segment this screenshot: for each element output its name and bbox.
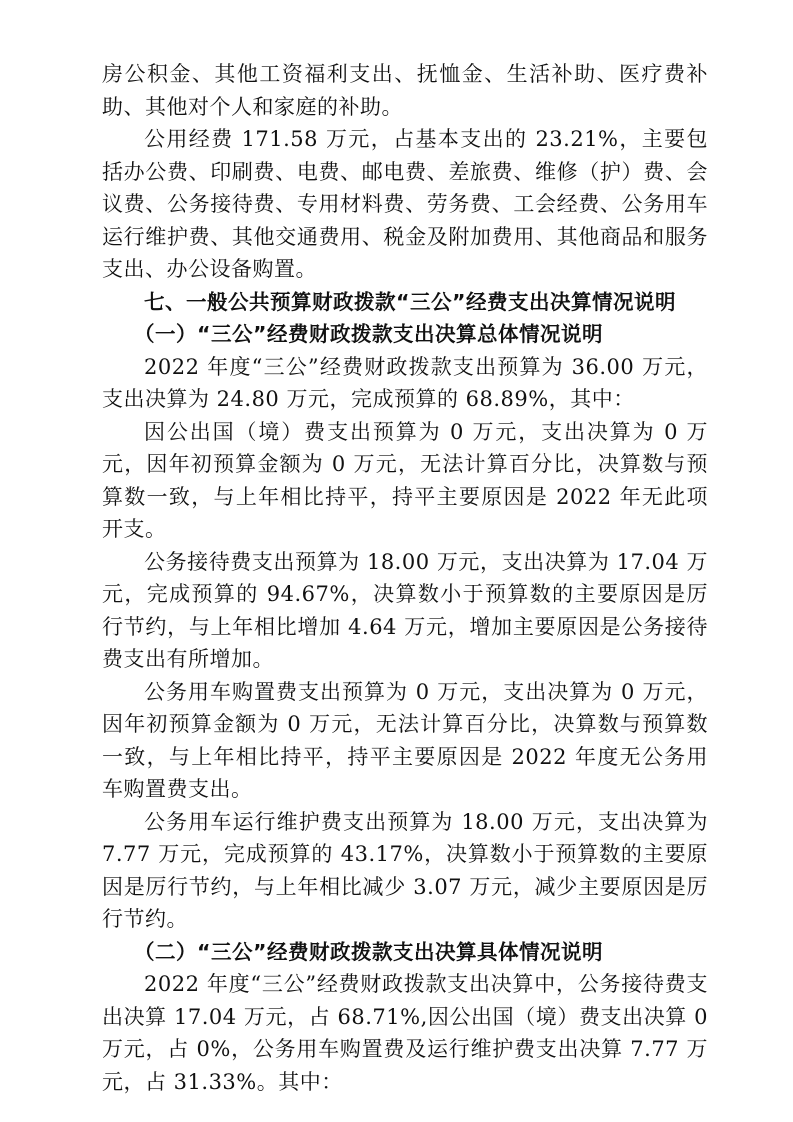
paragraph-official-reception: 公务接待费支出预算为 18.00 万元，支出决算为 17.04 万元，完成预算的 94.67%，决算数小于预算数的主要原因是厉行节约，与上年相比增加 4.64 万元，增加主要原因是公务接待费支出有所增加。 <box>102 549 708 671</box>
subheading-specific-situation: （二）“三公”经费财政拨款支出决算具体情况说明 <box>134 939 603 964</box>
paragraph-vehicle-purchase: 公务用车购置费支出预算为 0 万元，支出决算为 0 万元，因年初预算金额为 0 万元，无法计算百分比，决算数与预算数一致，与上年相比持平，持平主要原因是 2022 年度无公务用车购置费支出。 <box>102 679 708 801</box>
paragraph-personnel-items-continued: 房公积金、其他工资福利支出、抚恤金、生活补助、医疗费补助、其他对个人和家庭的补助。 <box>102 62 708 119</box>
paragraph-specific-breakdown: 2022 年度“三公”经费财政拨款支出决算中，公务接待费支出决算 17.04 万元，占 68.71%,因公出国（境）费支出决算 0 万元，占 0%，公务用车购置费及运行维护费支出决算 7.77 万元，占 31.33%。其中： <box>102 972 708 1094</box>
paragraph-overseas-travel: 因公出国（境）费支出预算为 0 万元，支出决算为 0 万元，因年初预算金额为 0 万元，无法计算百分比，决算数与预算数一致，与上年相比持平，持平主要原因是 2022 年无此项开支。 <box>102 419 708 541</box>
paragraph-vehicle-maintenance: 公务用车运行维护费支出预算为 18.00 万元，支出决算为 7.77 万元，完成预算的 43.17%，决算数小于预算数的主要原因是厉行节约，与上年相比减少 3.07 万元，减少主要原因是厉行节约。 <box>102 809 708 931</box>
subheading-overall-situation: （一）“三公”经费财政拨款支出决算总体情况说明 <box>134 322 603 346</box>
document-body <box>102 58 708 1098</box>
paragraph-overall-budget: 2022 年度“三公”经费财政拨款支出预算为 36.00 万元，支出决算为 24.80 万元，完成预算的 68.89%，其中： <box>102 354 708 411</box>
paragraph-public-expenses: 公用经费 171.58 万元，占基本支出的 23.21%，主要包括办公费、印刷费、电费、邮电费、差旅费、维修（护）费、会议费、公务接待费、专用材料费、劳务费、工会经费、公务用车运行维护费、其他交通费用、税金及附加费用、其他商品和服务支出、办公设备购置。 <box>102 127 708 281</box>
section-heading-three-public-expenses: 七、一般公共预算财政拨款“三公”经费支出决算情况说明 <box>144 289 676 314</box>
